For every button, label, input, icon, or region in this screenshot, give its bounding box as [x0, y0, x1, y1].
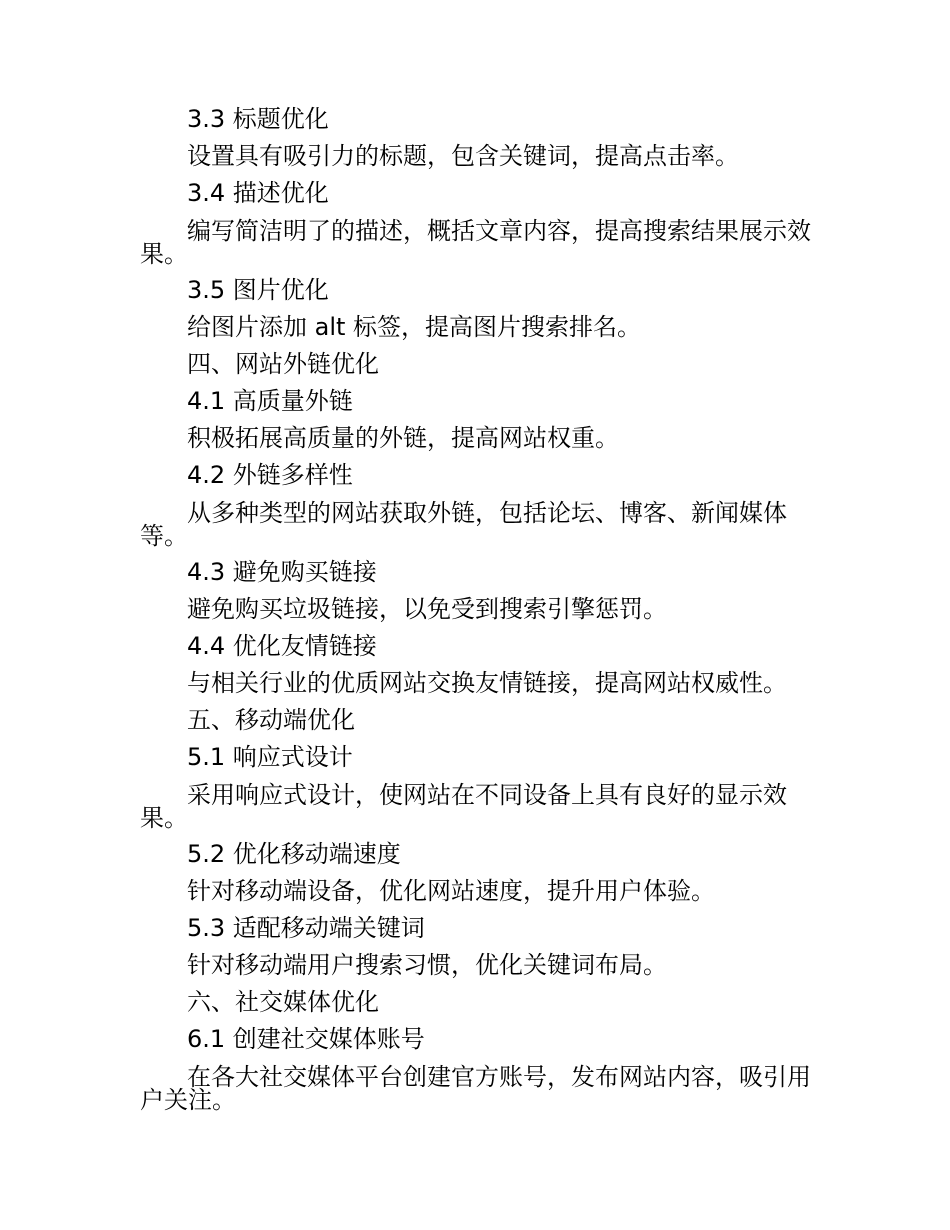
heading-3-3: 3.3 标题优化 — [187, 105, 329, 133]
paragraph-4-3: 避免购买垃圾链接，以免受到搜索引擎惩罚。 — [187, 595, 667, 623]
heading-4-3: 4.3 避免购买链接 — [187, 558, 377, 586]
section-title-6: 六、社交媒体优化 — [187, 988, 379, 1016]
paragraph-3-4: 编写简洁明了的描述，概括文章内容，提高搜索结果展示效果。 — [140, 217, 811, 268]
paragraph-5-3: 针对移动端用户搜索习惯，优化关键词布局。 — [187, 951, 667, 979]
paragraph-5-1: 采用响应式设计，使网站在不同设备上具有良好的显示效果。 — [140, 781, 787, 832]
heading-5-2: 5.2 优化移动端速度 — [187, 840, 401, 868]
heading-5-3: 5.3 适配移动端关键词 — [187, 914, 425, 942]
heading-4-1: 4.1 高质量外链 — [187, 387, 353, 415]
heading-6-1: 6.1 创建社交媒体账号 — [187, 1025, 425, 1053]
paragraph-4-2: 从多种类型的网站获取外链，包括论坛、博客、新闻媒体等。 — [140, 499, 787, 550]
section-title-4: 四、网站外链优化 — [187, 350, 379, 378]
paragraph-3-3: 设置具有吸引力的标题，包含关键词，提高点击率。 — [187, 142, 739, 170]
heading-3-5: 3.5 图片优化 — [187, 276, 329, 304]
heading-3-4: 3.4 描述优化 — [187, 179, 329, 207]
paragraph-4-4: 与相关行业的优质网站交换友情链接，提高网站权威性。 — [187, 669, 787, 697]
paragraph-3-5: 给图片添加 alt 标签，提高图片搜索排名。 — [187, 313, 642, 341]
heading-5-1: 5.1 响应式设计 — [187, 743, 353, 771]
heading-4-2: 4.2 外链多样性 — [187, 461, 353, 489]
heading-4-4: 4.4 优化友情链接 — [187, 632, 377, 660]
paragraph-4-1: 积极拓展高质量的外链，提高网站权重。 — [187, 424, 619, 452]
section-title-5: 五、移动端优化 — [187, 706, 355, 734]
paragraph-6-1: 在各大社交媒体平台创建官方账号，发布网站内容，吸引用户关注。 — [140, 1063, 811, 1114]
paragraph-5-2: 针对移动端设备，优化网站速度，提升用户体验。 — [187, 877, 715, 905]
